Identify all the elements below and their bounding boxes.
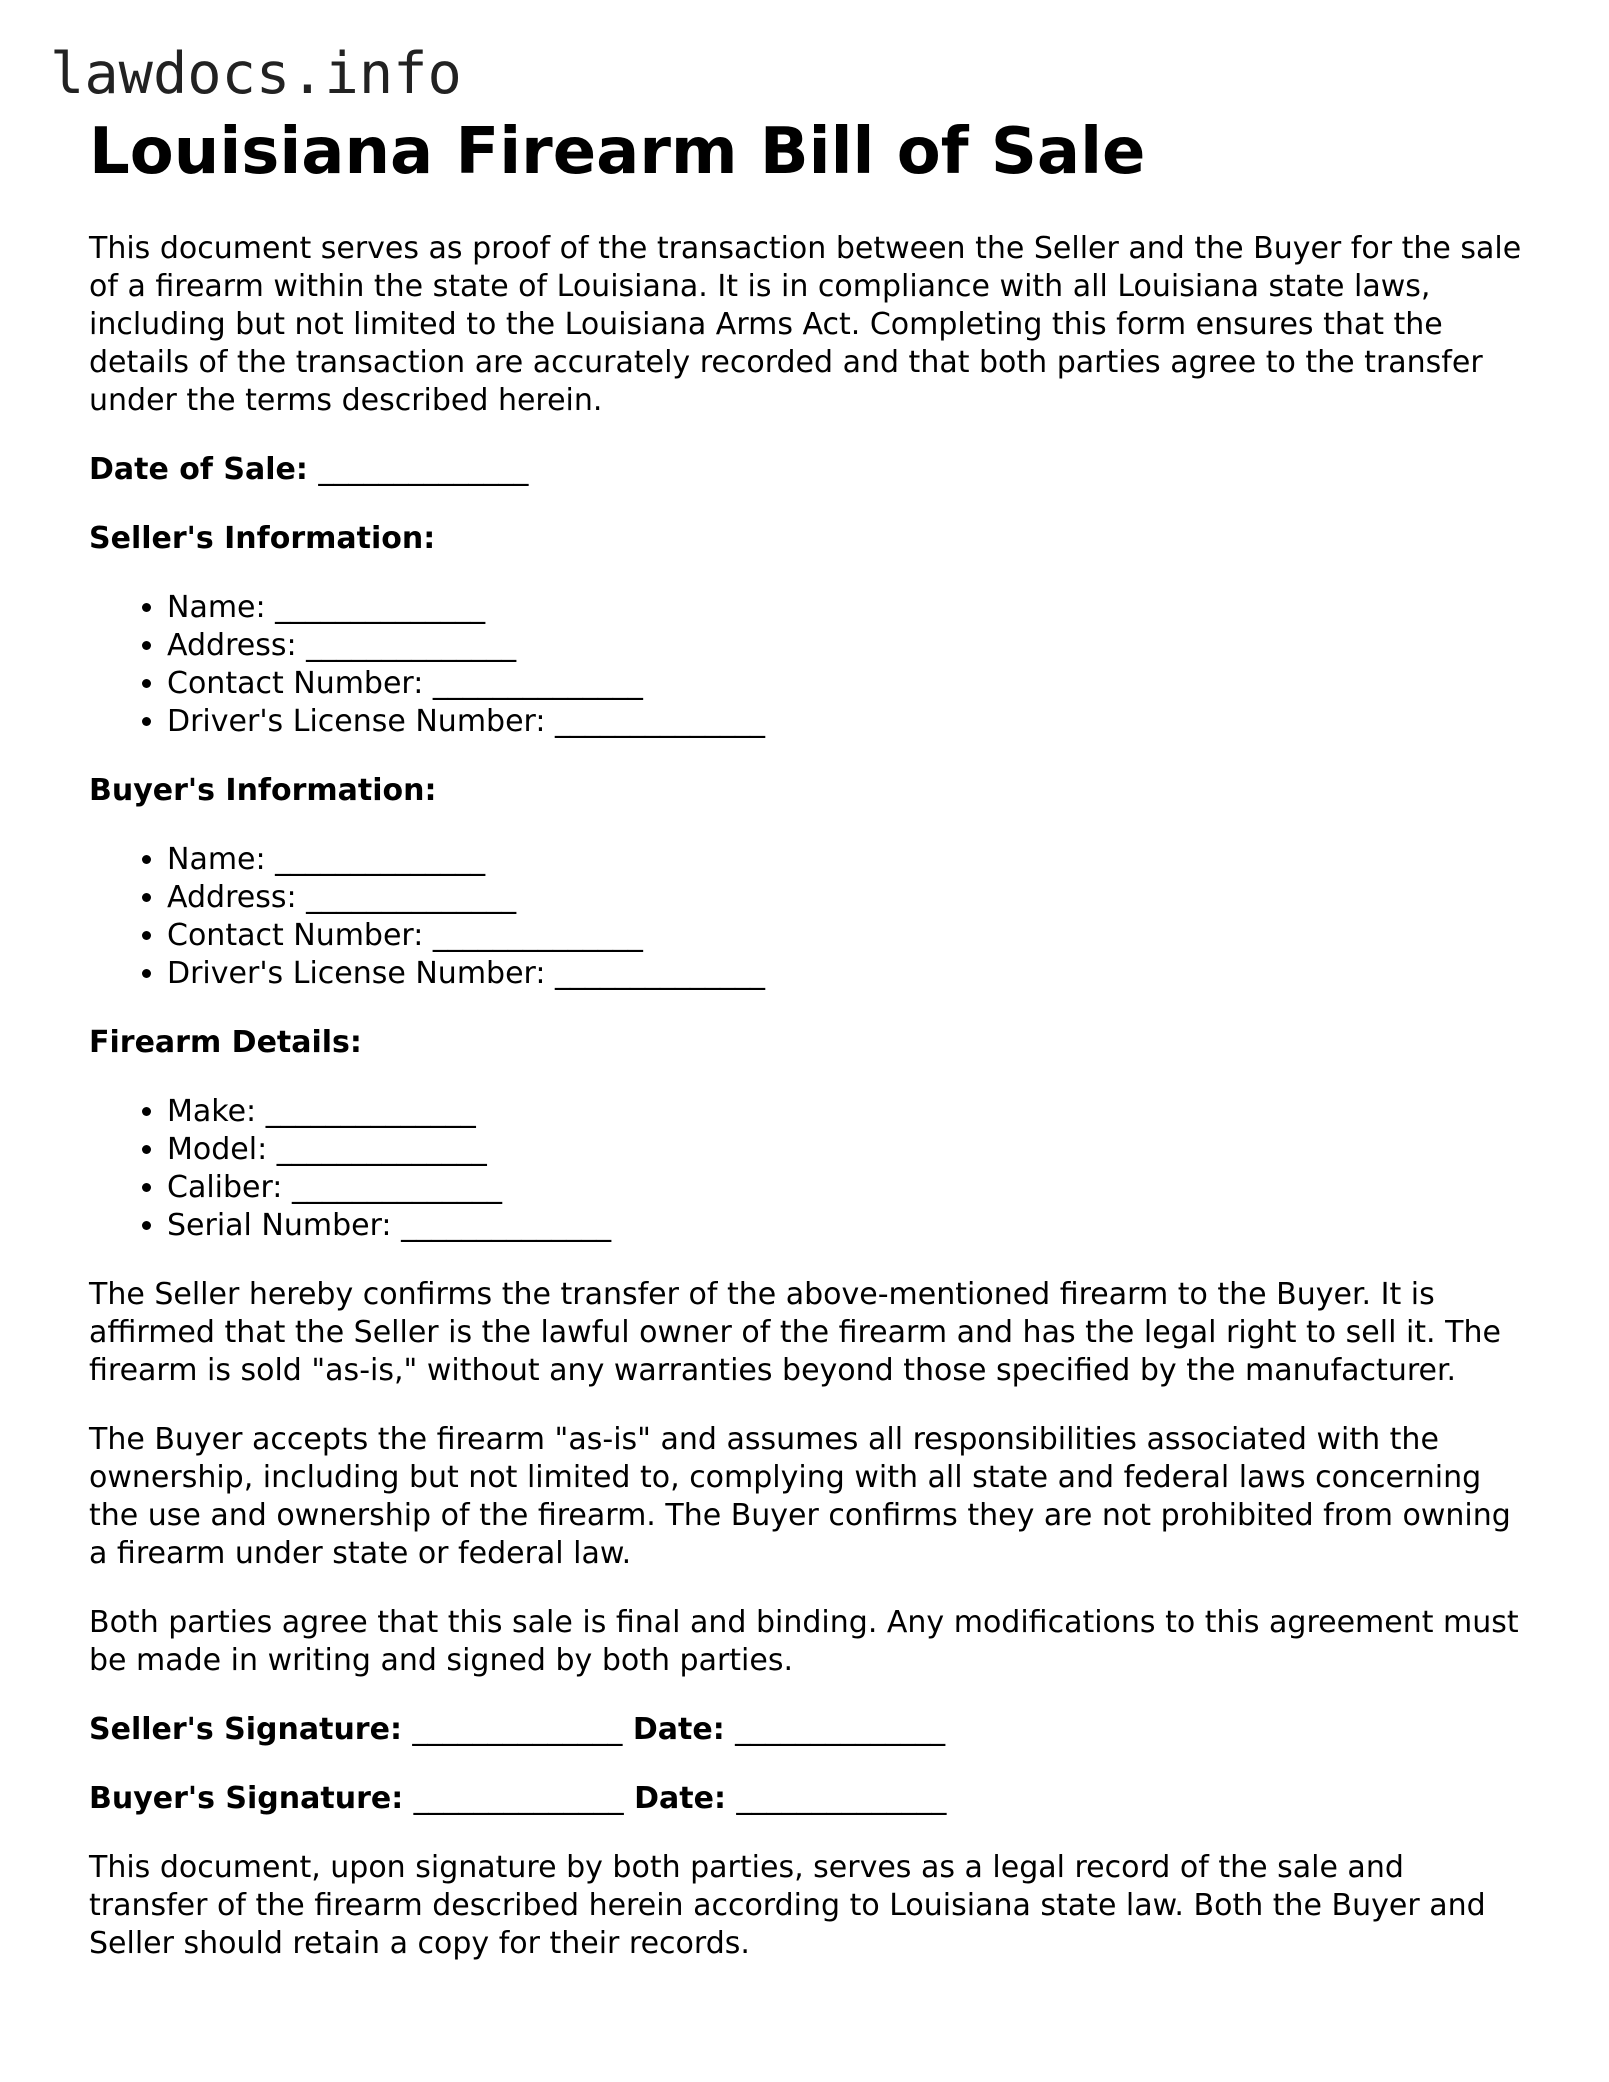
buyer-name-label: Name: (167, 842, 266, 877)
list-item (167, 627, 1529, 665)
firearm-serial-label: Serial Number: (167, 1208, 392, 1243)
buyer-info-list (89, 841, 1529, 993)
seller-info-list (89, 589, 1529, 741)
buyer-info-heading: Buyer's Information: (89, 773, 437, 808)
seller-license-blank[interactable]: ______________ (555, 704, 766, 739)
date-of-sale-label: Date of Sale: (89, 452, 308, 487)
document-title: Louisiana Firearm Bill of Sale (89, 115, 1146, 189)
buyer-address-blank[interactable]: ______________ (306, 880, 517, 915)
list-item (167, 917, 1529, 955)
firearm-caliber-label: Caliber: (167, 1170, 283, 1205)
buyer-license-blank[interactable]: ______________ (555, 956, 766, 991)
firearm-caliber-blank[interactable]: ______________ (291, 1170, 502, 1205)
buyer-address-label: Address: (167, 880, 297, 915)
list-item (167, 665, 1529, 703)
buyer-license-label: Driver's License Number: (167, 956, 546, 991)
buyer-contact-blank[interactable]: ______________ (432, 918, 643, 953)
seller-signature-blank[interactable]: ______________ (412, 1712, 623, 1747)
buyer-signature-line (89, 1780, 1529, 1818)
firearm-model-blank[interactable]: ______________ (276, 1132, 487, 1167)
list-item (167, 841, 1529, 879)
list-item (167, 955, 1529, 993)
buyer-signature-blank[interactable]: ______________ (413, 1781, 624, 1816)
seller-name-blank[interactable]: ______________ (275, 590, 486, 625)
closing-paragraph: This document, upon signature by both parties, serves as a legal record of the sale and transfer of the firearm described herein according to Louisiana state law. Both the Buyer and Seller should retain a copy for their records. (89, 1850, 1486, 1961)
seller-date-blank[interactable]: ______________ (735, 1712, 946, 1747)
firearm-make-label: Make: (167, 1094, 257, 1129)
date-of-sale-blank[interactable]: ______________ (318, 452, 529, 487)
buyer-signature-label: Buyer's Signature: (89, 1781, 404, 1816)
firearm-details-list (89, 1093, 1529, 1245)
date-of-sale-line (89, 451, 1529, 489)
document (89, 112, 1529, 1994)
site-header: lawdocs.info (50, 41, 462, 107)
seller-info-heading: Seller's Information: (89, 521, 436, 556)
seller-signature-label: Seller's Signature: (89, 1712, 402, 1747)
seller-address-blank[interactable]: ______________ (306, 628, 517, 663)
buyer-date-blank[interactable]: ______________ (736, 1781, 947, 1816)
buyer-date-label: Date: (634, 1781, 726, 1816)
seller-license-label: Driver's License Number: (167, 704, 546, 739)
seller-signature-line (89, 1711, 1529, 1749)
firearm-model-label: Model: (167, 1132, 268, 1167)
list-item (167, 1169, 1529, 1207)
list-item (167, 1207, 1529, 1245)
list-item (167, 589, 1529, 627)
list-item (167, 1131, 1529, 1169)
seller-confirm-paragraph: The Seller hereby confirms the transfer of the above-mentioned firearm to the Buyer. It is affirmed that the Seller is the lawful owner of the firearm and has the legal right to sell it. The firearm is sold "as-is," without any warranties beyond those specified by the manufacturer. (89, 1277, 1501, 1388)
seller-name-label: Name: (167, 590, 266, 625)
firearm-make-blank[interactable]: ______________ (265, 1094, 476, 1129)
intro-paragraph: This document serves as proof of the transaction between the Seller and the Buyer for the sale of a firearm within the state of Louisiana. It is in compliance with all Louisiana state laws, including but not limited to the Louisiana Arms Act. Completing this form ensures that the details of the transaction are accurately recorded and that both parties agree to the transfer under the terms described herein. (89, 231, 1522, 418)
seller-contact-label: Contact Number: (167, 666, 424, 701)
seller-address-label: Address: (167, 628, 297, 663)
list-item (167, 703, 1529, 741)
seller-contact-blank[interactable]: ______________ (432, 666, 643, 701)
buyer-accept-paragraph: The Buyer accepts the firearm "as-is" and assumes all responsibilities associated with the ownership, including but not limited to, complying with all state and federal laws concerning the use and ownership of the firearm. The Buyer confirms they are not prohibited from owning a firearm under state or federal law. (89, 1422, 1511, 1571)
buyer-contact-label: Contact Number: (167, 918, 424, 953)
seller-date-label: Date: (632, 1712, 725, 1747)
firearm-serial-blank[interactable]: ______________ (401, 1208, 612, 1243)
list-item (167, 879, 1529, 917)
buyer-name-blank[interactable]: ______________ (275, 842, 486, 877)
firearm-details-heading: Firearm Details: (89, 1025, 362, 1060)
list-item (167, 1093, 1529, 1131)
final-paragraph: Both parties agree that this sale is final and binding. Any modifications to this agreement must be made in writing and signed by both parties. (89, 1605, 1519, 1678)
